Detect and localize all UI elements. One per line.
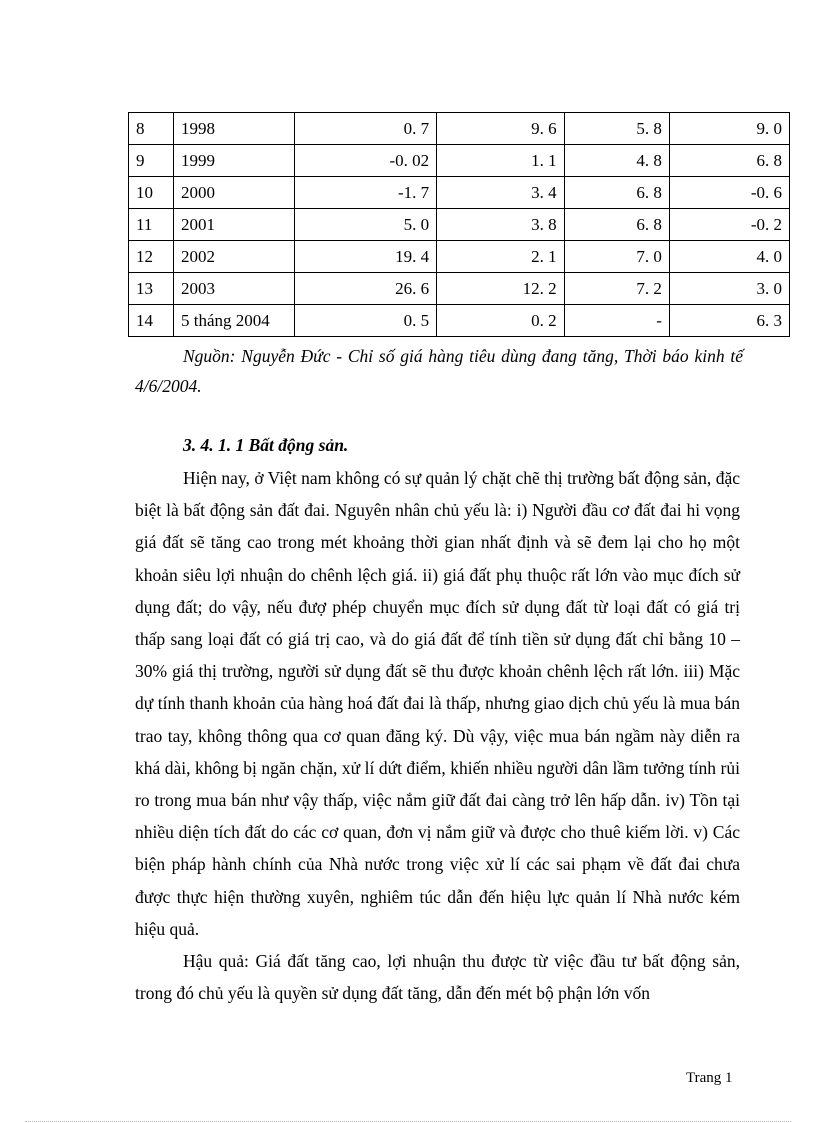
row-number-cell: 8 (129, 113, 174, 145)
value-cell-2: 0. 2 (437, 305, 564, 337)
year-cell: 1998 (174, 113, 295, 145)
row-number-cell: 13 (129, 273, 174, 305)
value-cell-1: 0. 7 (295, 113, 437, 145)
year-cell: 1999 (174, 145, 295, 177)
table-row (129, 305, 790, 337)
value-cell-1: 5. 0 (295, 209, 437, 241)
value-cell-4: 4. 0 (669, 241, 789, 273)
year-cell: 2003 (174, 273, 295, 305)
value-cell-1: 26. 6 (295, 273, 437, 305)
body-text (135, 462, 740, 1009)
price-index-table (128, 112, 790, 337)
value-cell-2: 9. 6 (437, 113, 564, 145)
source-note: Nguồn: Nguyễn Đức - Chỉ số giá hàng tiêu dùng đang tăng, Thời báo kinh tế 4/6/2004. (135, 346, 743, 396)
value-cell-4: 6. 3 (669, 305, 789, 337)
year-cell: 2001 (174, 209, 295, 241)
value-cell-3: 4. 8 (564, 145, 669, 177)
section-heading: 3. 4. 1. 1 Bất động sản. (183, 435, 349, 455)
page-divider (25, 1121, 791, 1122)
value-cell-1: 0. 5 (295, 305, 437, 337)
value-cell-3: 6. 8 (564, 209, 669, 241)
row-number-cell: 12 (129, 241, 174, 273)
row-number-cell: 11 (129, 209, 174, 241)
year-cell: 5 tháng 2004 (174, 305, 295, 337)
paragraph: Hậu quả: Giá đất tăng cao, lợi nhuận thu được từ việc đầu tư bất động sản, trong đó chủ yếu là quyền sử dụng đất tăng, dẫn đến mét bộ phận lớn vốn (135, 951, 740, 1004)
value-cell-2: 12. 2 (437, 273, 564, 305)
value-cell-1: -0. 02 (295, 145, 437, 177)
row-number-cell: 14 (129, 305, 174, 337)
value-cell-2: 2. 1 (437, 241, 564, 273)
page-number: Trang 1 (686, 1070, 733, 1086)
value-cell-4: -0. 6 (669, 177, 789, 209)
row-number-cell: 10 (129, 177, 174, 209)
value-cell-2: 3. 8 (437, 209, 564, 241)
value-cell-3: 5. 8 (564, 113, 669, 145)
value-cell-3: 6. 8 (564, 177, 669, 209)
year-cell: 2002 (174, 241, 295, 273)
value-cell-4: -0. 2 (669, 209, 789, 241)
table-row (129, 209, 790, 241)
table-body (129, 113, 790, 337)
value-cell-4: 3. 0 (669, 273, 789, 305)
value-cell-2: 3. 4 (437, 177, 564, 209)
value-cell-4: 9. 0 (669, 113, 789, 145)
value-cell-3: 7. 2 (564, 273, 669, 305)
table-row (129, 273, 790, 305)
row-number-cell: 9 (129, 145, 174, 177)
value-cell-3: 7. 0 (564, 241, 669, 273)
table-row (129, 177, 790, 209)
table-row (129, 113, 790, 145)
year-cell: 2000 (174, 177, 295, 209)
value-cell-3: - (564, 305, 669, 337)
value-cell-4: 6. 8 (669, 145, 789, 177)
table-row (129, 241, 790, 273)
value-cell-2: 1. 1 (437, 145, 564, 177)
value-cell-1: -1. 7 (295, 177, 437, 209)
table-row (129, 145, 790, 177)
paragraph: Hiện nay, ở Việt nam không có sự quản lý chặt chẽ thị trường bất động sản, đặc biệt là bất động sản đất đai. Nguyên nhân chủ yếu là: i) Người đầu cơ đất đai hi vọng giá đất sẽ tăng cao trong mét khoảng thời gian nhất định và sẽ đem lại cho họ một khoản siêu lợi nhuận do chênh lệch giá. ii) giá đất phụ thuộc rất lớn vào mục đích sử dụng đất; do vậy, nếu đượ phép chuyển mục đích sử dụng đất từ loại đất có giá trị thấp sang loại đất có giá trị cao, và do giá đất để tính tiền sử dụng đất chỉ bằng 10 – 30% giá thị trường, người sử dụng đất sẽ thu được khoản chênh lệch rất lớn. iii) Mặc dự tính thanh khoản của hàng hoá đất đai là thấp, nhưng giao dịch chủ yếu là mua bán trao tay, không thông qua cơ quan đăng ký. Dù vậy, việc mua bán ngầm này diễn ra khá dài, không bị ngăn chặn, xử lí dứt điểm, khiến nhiều người dân lầm tưởng tính rủi ro trong mua bán như vậy thấp, việc nắm giữ đất đai càng trở lên hấp dẫn. iv) Tồn tại nhiều diện tích đất do các cơ quan, đơn vị nắm giữ và được cho thuê kiếm lời. v) Các biện pháp hành chính của Nhà nước trong việc xử lí các sai phạm về đất đai chưa được thực hiện thường xuyên, nghiêm túc dẫn đến hiệu lực quản lí Nhà nước kém hiệu quả. (135, 468, 740, 939)
value-cell-1: 19. 4 (295, 241, 437, 273)
